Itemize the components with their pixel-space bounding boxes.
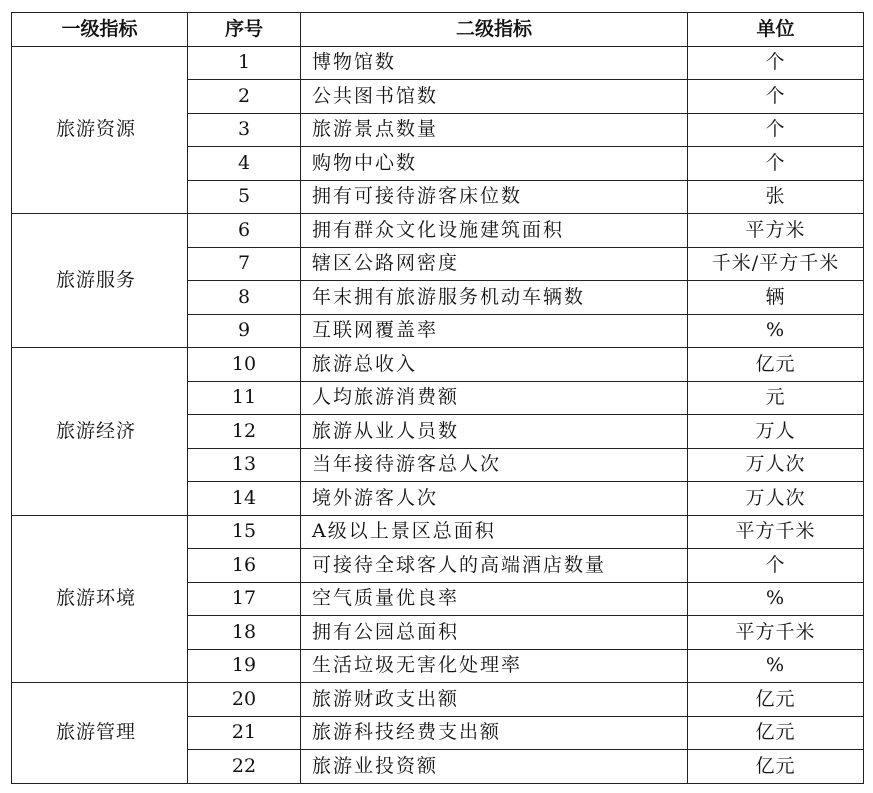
unit-cell: 万人次 [688,448,864,482]
secondary-indicator-cell: 人均旅游消费额 [301,381,688,415]
secondary-indicator-cell: 旅游财政支出额 [301,683,688,717]
unit-cell: % [688,314,864,348]
header-unit: 单位 [688,13,864,47]
secondary-indicator-cell: 旅游总收入 [301,348,688,382]
secondary-indicator-cell: 可接待全球客人的高端酒店数量 [301,549,688,583]
secondary-indicator-cell: 旅游从业人员数 [301,415,688,449]
secondary-indicator-cell: 空气质量优良率 [301,582,688,616]
secondary-indicator-cell: 拥有可接待游客床位数 [301,180,688,214]
header-secondary-indicator: 二级指标 [301,13,688,47]
table-body [12,46,864,783]
secondary-indicator-cell: A级以上景区总面积 [301,515,688,549]
sequence-number-cell: 4 [188,147,301,181]
unit-cell: 个 [688,147,864,181]
indicator-table-container [11,12,863,784]
unit-cell: % [688,649,864,683]
table-row [12,214,864,248]
sequence-number-cell: 14 [188,482,301,516]
secondary-indicator-cell: 博物馆数 [301,46,688,80]
table-row [12,46,864,80]
primary-indicator-cell: 旅游资源 [12,46,188,214]
secondary-indicator-cell: 购物中心数 [301,147,688,181]
unit-cell: % [688,582,864,616]
unit-cell: 万人 [688,415,864,449]
header-primary-indicator: 一级指标 [12,13,188,47]
unit-cell: 千米/平方千米 [688,247,864,281]
sequence-number-cell: 7 [188,247,301,281]
primary-indicator-cell: 旅游服务 [12,214,188,348]
sequence-number-cell: 16 [188,549,301,583]
sequence-number-cell: 8 [188,281,301,315]
sequence-number-cell: 15 [188,515,301,549]
sequence-number-cell: 18 [188,616,301,650]
secondary-indicator-cell: 年末拥有旅游服务机动车辆数 [301,281,688,315]
unit-cell: 张 [688,180,864,214]
secondary-indicator-cell: 当年接待游客总人次 [301,448,688,482]
sequence-number-cell: 13 [188,448,301,482]
unit-cell: 亿元 [688,348,864,382]
unit-cell: 平方米 [688,214,864,248]
secondary-indicator-cell: 辖区公路网密度 [301,247,688,281]
sequence-number-cell: 10 [188,348,301,382]
table-row [12,515,864,549]
sequence-number-cell: 11 [188,381,301,415]
table-row [12,348,864,382]
header-sequence-number: 序号 [188,13,301,47]
sequence-number-cell: 12 [188,415,301,449]
secondary-indicator-cell: 拥有群众文化设施建筑面积 [301,214,688,248]
secondary-indicator-cell: 境外游客人次 [301,482,688,516]
indicator-table [11,12,864,784]
sequence-number-cell: 2 [188,80,301,114]
unit-cell: 个 [688,113,864,147]
table-row [12,683,864,717]
sequence-number-cell: 9 [188,314,301,348]
secondary-indicator-cell: 旅游景点数量 [301,113,688,147]
unit-cell: 万人次 [688,482,864,516]
primary-indicator-cell: 旅游管理 [12,683,188,784]
unit-cell: 个 [688,46,864,80]
secondary-indicator-cell: 互联网覆盖率 [301,314,688,348]
primary-indicator-cell: 旅游环境 [12,515,188,683]
sequence-number-cell: 1 [188,46,301,80]
sequence-number-cell: 21 [188,716,301,750]
sequence-number-cell: 20 [188,683,301,717]
secondary-indicator-cell: 公共图书馆数 [301,80,688,114]
unit-cell: 个 [688,80,864,114]
secondary-indicator-cell: 生活垃圾无害化处理率 [301,649,688,683]
secondary-indicator-cell: 旅游业投资额 [301,750,688,784]
unit-cell: 辆 [688,281,864,315]
unit-cell: 个 [688,549,864,583]
unit-cell: 亿元 [688,716,864,750]
secondary-indicator-cell: 旅游科技经费支出额 [301,716,688,750]
table-header-row [12,13,864,47]
secondary-indicator-cell: 拥有公园总面积 [301,616,688,650]
sequence-number-cell: 17 [188,582,301,616]
unit-cell: 平方千米 [688,515,864,549]
unit-cell: 亿元 [688,683,864,717]
unit-cell: 亿元 [688,750,864,784]
unit-cell: 元 [688,381,864,415]
sequence-number-cell: 6 [188,214,301,248]
sequence-number-cell: 5 [188,180,301,214]
primary-indicator-cell: 旅游经济 [12,348,188,516]
sequence-number-cell: 3 [188,113,301,147]
sequence-number-cell: 22 [188,750,301,784]
unit-cell: 平方千米 [688,616,864,650]
sequence-number-cell: 19 [188,649,301,683]
